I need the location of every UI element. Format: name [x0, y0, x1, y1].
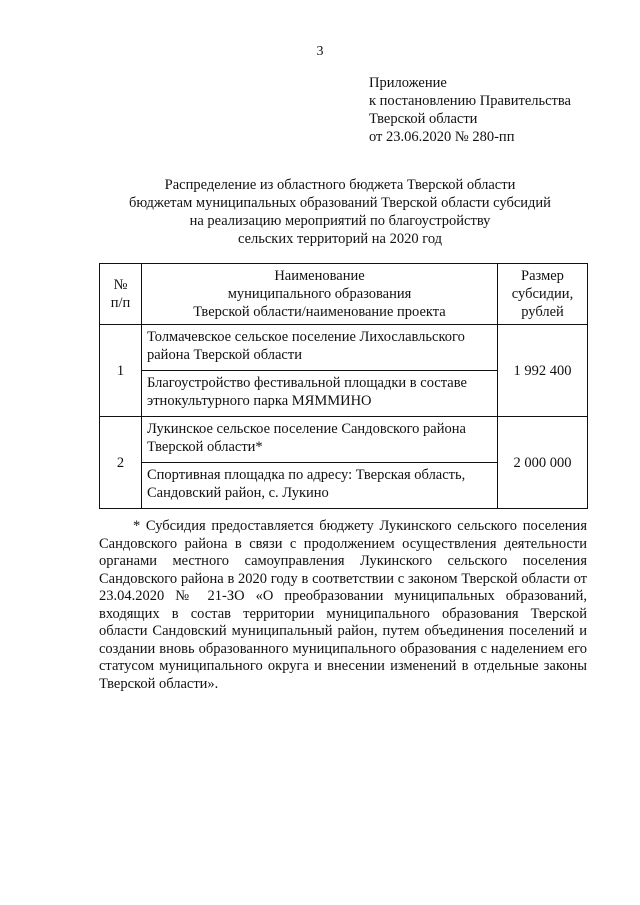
project-name: Спортивная площадка по адресу: Тверская область, Сандовский район, с. Лукино: [142, 463, 498, 509]
appendix-line: от 23.06.2020 № 280-пп: [369, 129, 515, 145]
row-number: 2: [100, 417, 142, 509]
footnote: [99, 518, 587, 693]
appendix-block: [369, 74, 571, 146]
header-amount-line: рублей: [521, 304, 564, 320]
header-number-line: №: [113, 277, 128, 293]
appendix-line: Тверской области: [369, 111, 478, 127]
appendix-line: к постановлению Правительства: [369, 93, 571, 109]
document-title: [60, 176, 620, 248]
title-line: бюджетам муниципальных образований Тверской области субсидий: [129, 195, 551, 211]
header-name: [142, 264, 498, 325]
subsidy-table: [99, 263, 588, 509]
subsidy-amount: 1 992 400: [498, 325, 588, 417]
subsidy-amount: 2 000 000: [498, 417, 588, 509]
header-amount: [498, 264, 588, 325]
title-line: сельских территорий на 2020 год: [237, 231, 443, 247]
municipality-name: Лукинское сельское поселение Сандовского района Тверской области*: [142, 417, 498, 463]
footnote-text: * Субсидия предоставляется бюджету Лукинского сельского поселения Сандовского района в связи с продолжением осуществления деятельности органами местного самоуправления Лукинского сельского поселения Сандовского района в 2020 году в соответствии с законом Тверской области от 23.04.2020 № 21-ЗО «О преобразовании муниципальных образований, входящих в состав территории муниципального образования Тверской области Сандовский муниципальный район, путем объединения поселений и создании вновь образованного муниципального образования с наделением его статусом муниципального округа и внесении изменений в отдельные законы Тверской области».: [99, 518, 587, 692]
header-name-line: муниципального образования: [227, 286, 412, 302]
header-amount-line: субсидии,: [511, 286, 574, 302]
title-line: на реализацию мероприятий по благоустройству: [189, 213, 491, 229]
municipality-name: Толмачевское сельское поселение Лихославльского района Тверской области: [142, 325, 498, 371]
table-header-row: [100, 264, 588, 325]
page-number: 3: [316, 44, 324, 59]
header-name-line: Тверской области/наименование проекта: [193, 304, 446, 320]
table-row: [100, 325, 588, 371]
project-name: Благоустройство фестивальной площадки в составе этнокультурного парка МЯММИНО: [142, 371, 498, 417]
title-line: Распределение из областного бюджета Тверской области: [164, 177, 516, 193]
appendix-line: Приложение: [369, 75, 447, 91]
header-number-line: п/п: [110, 295, 131, 311]
header-amount-line: Размер: [521, 268, 564, 284]
header-name-line: Наименование: [274, 268, 365, 284]
header-number: [100, 264, 142, 325]
row-number: 1: [100, 325, 142, 417]
table-row: [100, 417, 588, 463]
